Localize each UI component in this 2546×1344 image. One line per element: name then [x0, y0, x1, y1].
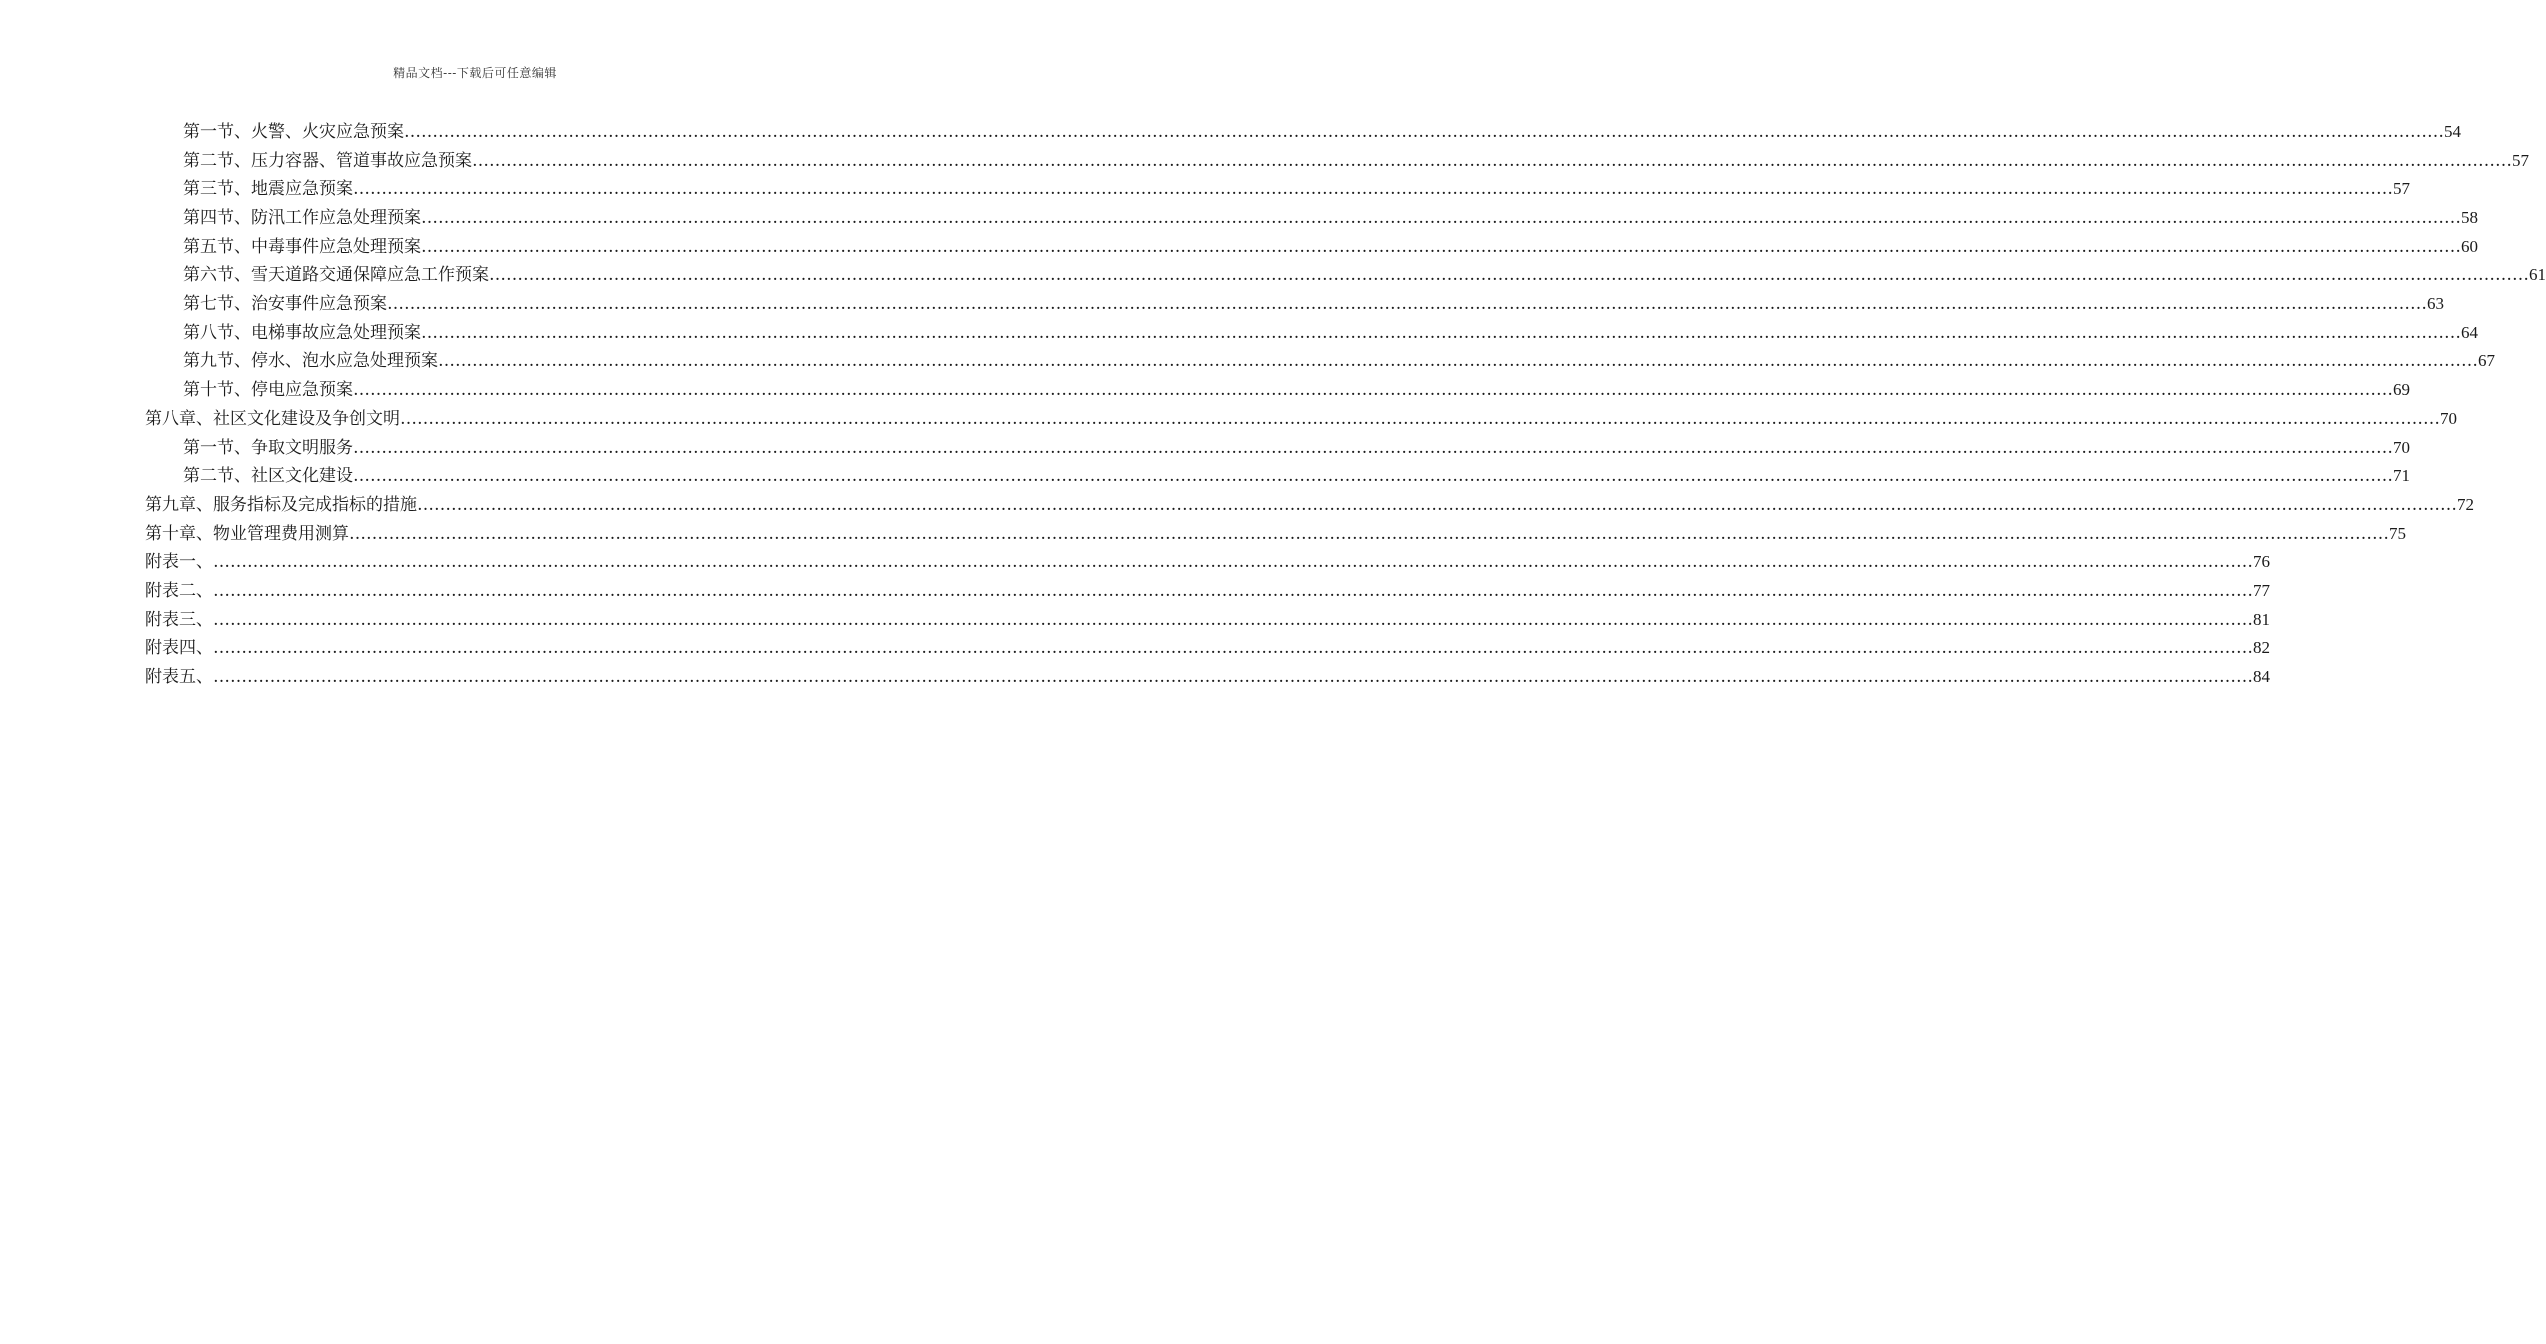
toc-leader-dots: ……………………………………………………………………………………………………………………………………………………………………………………………………………………………………………………………………………………………………………………………… — [404, 121, 2444, 142]
toc-entry[interactable] — [145, 491, 2474, 520]
toc-entry-page-number: 61 — [2529, 265, 2546, 285]
toc-entry-title: 第八节、电梯事故应急处理预案 — [183, 322, 421, 343]
toc-entry-title: 第九章、服务指标及完成指标的措施 — [145, 494, 417, 515]
toc-entry-page-number: 72 — [2457, 494, 2474, 514]
toc-entry-title: 附表三、 — [145, 609, 213, 630]
toc-entry-page-number: 81 — [2253, 609, 2270, 629]
toc-leader-dots: ……………………………………………………………………………………………………………………………………………………………………………………………………………………………………………………………………………………………………………………………… — [472, 150, 2512, 171]
toc-entry-page-number: 54 — [2444, 121, 2461, 141]
toc-leader-dots: ……………………………………………………………………………………………………………………………………………………………………………………………………………………………………………………………………………………………………………………………… — [353, 466, 2393, 487]
toc-entry[interactable] — [145, 348, 2495, 377]
toc-entry-page-number: 60 — [2461, 236, 2478, 256]
toc-leader-dots: ……………………………………………………………………………………………………………………………………………………………………………………………………………………………………………………………………………………………………………………………… — [213, 609, 2253, 630]
toc-entry[interactable] — [145, 634, 2270, 663]
toc-entry-page-number: 82 — [2253, 638, 2270, 658]
toc-entry-page-number: 57 — [2393, 179, 2410, 199]
toc-entry-title: 第二节、压力容器、管道事故应急预案 — [183, 150, 472, 171]
toc-leader-dots: ……………………………………………………………………………………………………………………………………………………………………………………………………………………………………………………………………………………………………………………………… — [438, 351, 2478, 372]
toc-entry[interactable] — [145, 261, 2546, 290]
toc-entry-title: 第三节、地震应急预案 — [183, 179, 353, 200]
toc-entry-title: 附表一、 — [145, 552, 213, 573]
toc-entry-title: 第四节、防汛工作应急处理预案 — [183, 208, 421, 229]
toc-entry-title: 第六节、雪天道路交通保障应急工作预案 — [183, 265, 489, 286]
toc-entry[interactable] — [145, 118, 2461, 147]
toc-leader-dots: ……………………………………………………………………………………………………………………………………………………………………………………………………………………………………………………………………………………………………………………………… — [353, 179, 2393, 200]
toc-leader-dots: ……………………………………………………………………………………………………………………………………………………………………………………………………………………………………………………………………………………………………………………………… — [353, 380, 2393, 401]
toc-entry[interactable] — [145, 520, 2406, 549]
toc-entry-title: 第五节、中毒事件应急处理预案 — [183, 236, 421, 257]
toc-entry[interactable] — [145, 233, 2478, 262]
toc-leader-dots: ……………………………………………………………………………………………………………………………………………………………………………………………………………………………………………………………………………………………………………………………… — [421, 322, 2461, 343]
toc-entry[interactable] — [145, 663, 2270, 692]
toc-leader-dots: ……………………………………………………………………………………………………………………………………………………………………………………………………………………………………………………………………………………………………………………………… — [353, 437, 2393, 458]
toc-entry[interactable] — [145, 204, 2478, 233]
toc-entry-title: 第七节、治安事件应急预案 — [183, 294, 387, 315]
toc-entry[interactable] — [145, 147, 2529, 176]
toc-leader-dots: ……………………………………………………………………………………………………………………………………………………………………………………………………………………………………………………………………………………………………………………………… — [400, 408, 2440, 429]
toc-entry-page-number: 70 — [2440, 408, 2457, 428]
toc-entry-page-number: 69 — [2393, 380, 2410, 400]
table-of-contents — [145, 118, 2546, 692]
toc-entry-title: 第八章、社区文化建设及争创文明 — [145, 408, 400, 429]
toc-entry-title: 第九节、停水、泡水应急处理预案 — [183, 351, 438, 372]
toc-entry-page-number: 67 — [2478, 351, 2495, 371]
toc-leader-dots: ……………………………………………………………………………………………………………………………………………………………………………………………………………………………………………………………………………………………………………………………… — [349, 523, 2389, 544]
toc-entry-title: 第十章、物业管理费用测算 — [145, 523, 349, 544]
toc-leader-dots: ……………………………………………………………………………………………………………………………………………………………………………………………………………………………………………………………………………………………………………………………… — [213, 667, 2253, 688]
toc-entry[interactable] — [145, 606, 2270, 635]
toc-entry[interactable] — [145, 577, 2270, 606]
toc-entry-title: 附表四、 — [145, 638, 213, 659]
toc-entry[interactable] — [145, 548, 2270, 577]
toc-entry-page-number: 76 — [2253, 552, 2270, 572]
page-header: 精品文档---下载后可任意编辑 — [393, 66, 557, 80]
toc-entry-page-number: 63 — [2427, 294, 2444, 314]
toc-entry-page-number: 77 — [2253, 580, 2270, 600]
toc-entry[interactable] — [145, 319, 2478, 348]
toc-entry-title: 第一节、争取文明服务 — [183, 437, 353, 458]
toc-entry-page-number: 75 — [2389, 523, 2406, 543]
toc-entry-page-number: 57 — [2512, 150, 2529, 170]
toc-entry[interactable] — [145, 462, 2410, 491]
toc-entry-title: 附表五、 — [145, 667, 213, 688]
toc-entry[interactable] — [145, 376, 2410, 405]
toc-entry[interactable] — [145, 434, 2410, 463]
toc-entry-page-number: 58 — [2461, 208, 2478, 228]
toc-entry-page-number: 64 — [2461, 322, 2478, 342]
toc-entry-page-number: 70 — [2393, 437, 2410, 457]
toc-entry-title: 第一节、火警、火灾应急预案 — [183, 121, 404, 142]
toc-entry-title: 第十节、停电应急预案 — [183, 380, 353, 401]
toc-leader-dots: ……………………………………………………………………………………………………………………………………………………………………………………………………………………………………………………………………………………………………………………………… — [421, 236, 2461, 257]
toc-leader-dots: ……………………………………………………………………………………………………………………………………………………………………………………………………………………………………………………………………………………………………………………………… — [213, 580, 2253, 601]
toc-entry-page-number: 71 — [2393, 466, 2410, 486]
toc-entry[interactable] — [145, 175, 2410, 204]
toc-leader-dots: ……………………………………………………………………………………………………………………………………………………………………………………………………………………………………………………………………………………………………………………………… — [421, 208, 2461, 229]
toc-leader-dots: ……………………………………………………………………………………………………………………………………………………………………………………………………………………………………………………………………………………………………………………………… — [489, 265, 2529, 286]
toc-leader-dots: ……………………………………………………………………………………………………………………………………………………………………………………………………………………………………………………………………………………………………………………………… — [417, 494, 2457, 515]
toc-entry[interactable] — [145, 405, 2457, 434]
toc-entry-title: 第二节、社区文化建设 — [183, 466, 353, 487]
toc-leader-dots: ……………………………………………………………………………………………………………………………………………………………………………………………………………………………………………………………………………………………………………………………… — [213, 638, 2253, 659]
toc-entry-page-number: 84 — [2253, 667, 2270, 687]
toc-entry-title: 附表二、 — [145, 580, 213, 601]
toc-entry[interactable] — [145, 290, 2444, 319]
toc-leader-dots: ……………………………………………………………………………………………………………………………………………………………………………………………………………………………………………………………………………………………………………………………… — [213, 552, 2253, 573]
toc-leader-dots: ……………………………………………………………………………………………………………………………………………………………………………………………………………………………………………………………………………………………………………………………… — [387, 294, 2427, 315]
